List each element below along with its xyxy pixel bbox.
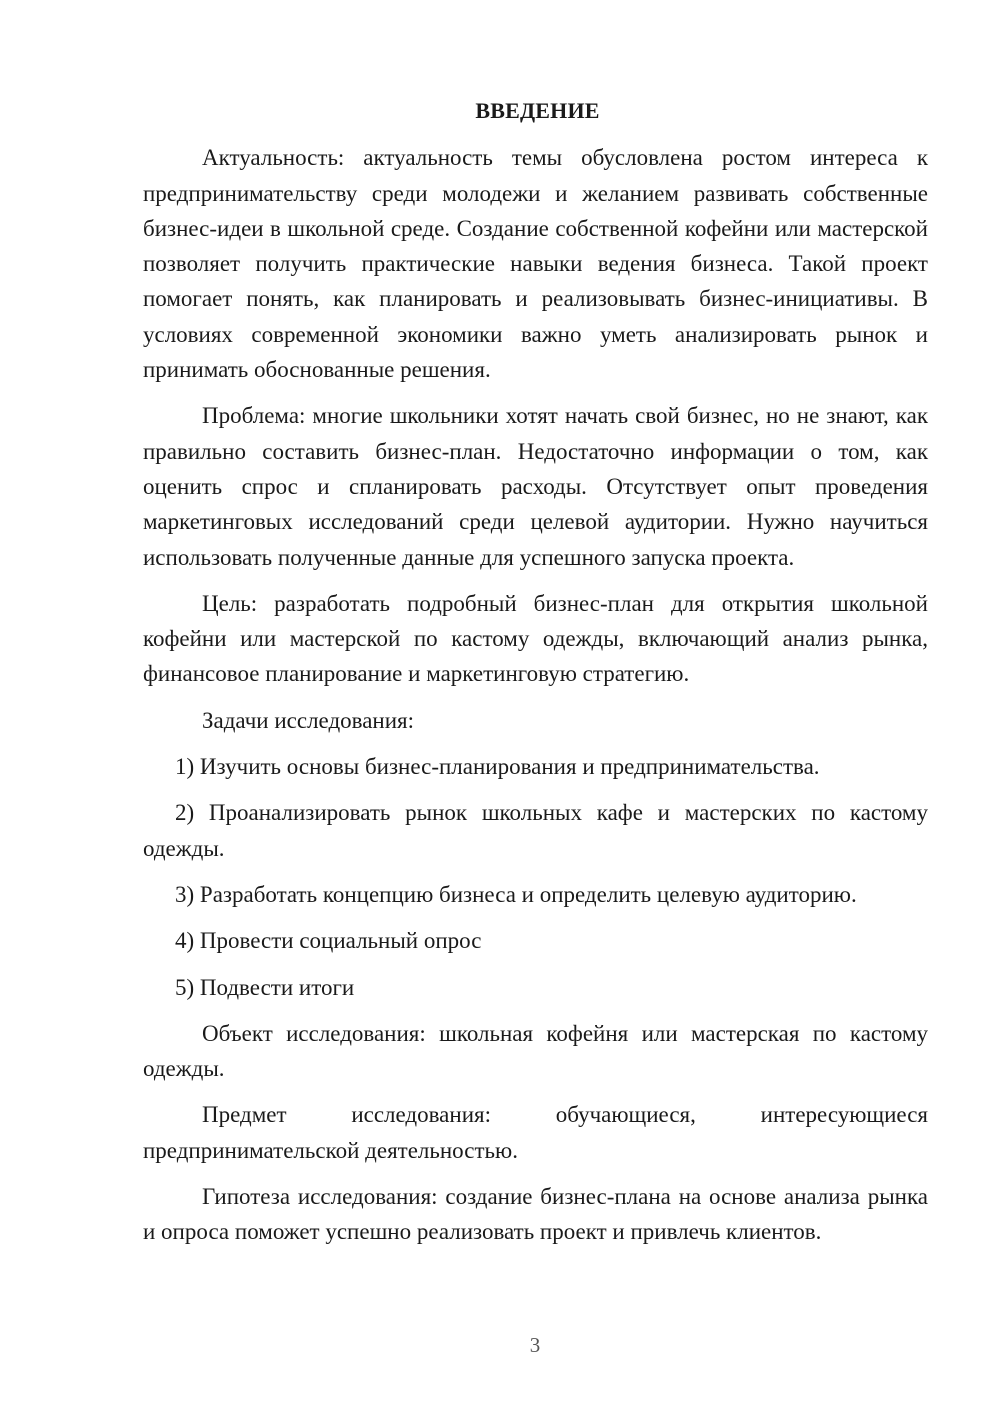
page-content — [143, 93, 928, 1261]
task-item-1: 1) Изучить основы бизнес-планирования и предпринимательства. — [175, 754, 820, 780]
paragraph-relevance: Актуальность: актуальность темы обусловлена ростом интереса к предпринимательству среди молодежи и желанием развивать собственные бизнес-идеи в школьной среде. Создание собственной кофейни или мастерской позволяет получить практические навыки ведения бизнеса. Такой проект помогает понять, как планировать и реализовывать бизнес-инициативы. В условиях современной экономики важно уметь анализировать рынок и принимать обоснованные решения. — [143, 145, 928, 383]
task-item-4: 4) Провести социальный опрос — [175, 928, 482, 954]
paragraph-goal: Цель: разработать подробный бизнес-план для открытия школьной кофейни или мастерской по кастому одежды, включающий анализ рынка, финансовое планирование и маркетинговую стратегию. — [143, 590, 928, 687]
paragraph-subject: Предмет исследования: обучающиеся, интересующиеся предпринимательской деятельностью. — [143, 1102, 928, 1163]
paragraph-object: Объект исследования: школьная кофейня или мастерская по кастому одежды. — [143, 1020, 928, 1082]
tasks-heading: Задачи исследования: — [202, 707, 415, 733]
task-item-3: 3) Разработать концепцию бизнеса и определить целевую аудиторию. — [175, 881, 857, 907]
task-item-5: 5) Подвести итоги — [175, 974, 355, 1000]
task-item-2: 2) Проанализировать рынок школьных кафе и мастерских по кастому одежды. — [143, 800, 928, 861]
section-title: ВВЕДЕНИЕ — [475, 98, 600, 123]
paragraph-hypothesis: Гипотеза исследования: создание бизнес-плана на основе анализа рынка и опроса поможет успешно реализовать проект и привлечь клиентов. — [143, 1184, 928, 1245]
page-number: 3 — [529, 1333, 541, 1357]
paragraph-problem: Проблема: многие школьники хотят начать свой бизнес, но не знают, как правильно составить бизнес-план. Недостаточно информации о том, как оценить спрос и спланировать расходы. Отсутствует опыт проведения маркетинговых исследований среди целевой аудитории. Нужно научиться использовать полученные данные для успешного запуска проекта. — [143, 403, 928, 570]
